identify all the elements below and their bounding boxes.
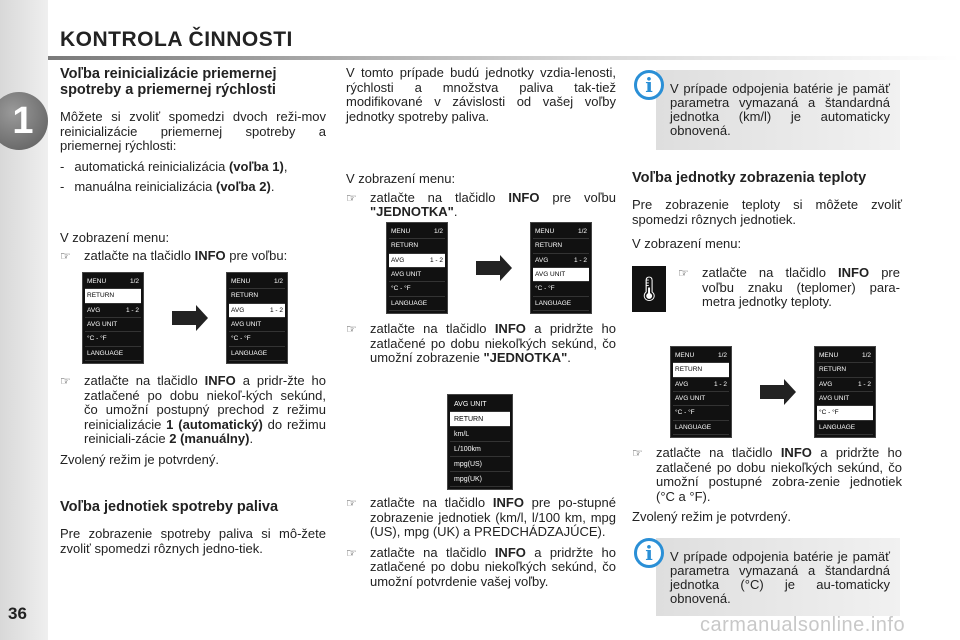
menu-label: V zobrazení menu: (632, 236, 742, 251)
hand-icon: ☞ (678, 266, 689, 280)
menu-screen-after: MENU 1/2 RETURN AVG 1 - 2 AVG UNIT °C - °F LANGUAGE (530, 222, 592, 314)
column-2-lower (346, 496, 616, 589)
bullet-select-unit: ☞ zatlačte na tlačidlo INFO pre voľbu "JEDNOTKA". (346, 189, 616, 219)
arrow-right-icon (172, 311, 198, 325)
bullet-hold-unit: ☞ zatlačte na tlačidlo INFO a pridržte ho zatlačené po dobu niekoľkých sekúnd, čo umožní zobrazenie "JEDNOTKA". (346, 321, 616, 365)
menu-screen-before: MENU 1/2 RETURN AVG 1 - 2 AVG UNIT °C - °F LANGUAGE (82, 272, 144, 364)
info-box-temp-unit: V prípade odpojenia batérie je pamäť parametra vymazaná a štandardná jednotka (°C) je au-tomaticky obnovená. (656, 538, 900, 616)
page-title: KONTROLA ČINNOSTI (60, 28, 293, 51)
arrow-right-icon (476, 261, 502, 275)
bullet-cycle-temp: ☞ zatlačte na tlačidlo INFO a pridržte ho zatlačené po dobu niekoľkých sekúnd, čo umožní postupné zobra-zenie jednotiek (°C a °F). (632, 445, 902, 504)
info-icon: i (634, 538, 664, 568)
sidebar-tab (0, 0, 48, 640)
info-icon: i (634, 70, 664, 100)
column-2 (346, 66, 616, 220)
bullet-confirm-unit: ☞ zatlačte na tlačidlo INFO a pridržte ho zatlačené po dobu niekoľkých sekúnd, čo umožní potvrdenie vašej voľby. (346, 544, 616, 589)
bullet-cycle-units: ☞ zatlačte na tlačidlo INFO pre po-stupné zobrazenie jednotiek (km/l, l/100 km, mpg (US), mpg (UK) a PREDCHÁDZAJÚCE). (346, 495, 616, 539)
menu-label: V zobrazení menu: (346, 171, 456, 186)
thermometer-icon: 🌡 (632, 266, 666, 312)
page-number: 36 (8, 604, 27, 623)
temp-unit-intro: Pre zobrazenie teploty si môžete zvoliť spomedzi rôznych jednotiek. (632, 197, 902, 227)
reinit-intro: Môžete si zvoliť spomedzi dvoch reži-mov reinicializácie priemernej spotreby a priemernej rýchlosti: (60, 109, 326, 153)
bullet-info-hold: ☞ zatlačte na tlačidlo INFO a pridr-žte ho zatlačené po dobu niekoľ-kých sekúnd, čo umožní postupný prechod z režimu reinicializácie 1 (automatický) do režimu reiniciali-zácie 2 (manuálny). (60, 373, 326, 446)
hand-icon: ☞ (632, 446, 643, 460)
menu-screen-before: MENU 1/2 RETURN AVG 1 - 2 AVG UNIT °C - °F LANGUAGE (386, 222, 448, 314)
heading-reinit: Voľba reinicializácie priemernej spotreby a priemernej rýchlosti (60, 66, 277, 98)
hand-icon: ☞ (346, 496, 357, 510)
hand-icon: ☞ (346, 322, 357, 336)
menu-screen-after: MENU 1/2 RETURN AVG 1 - 2 AVG UNIT °C - °F LANGUAGE (226, 272, 288, 364)
dash-item-1: - automatická reinicializácia (voľba 1), (60, 158, 288, 174)
column-1 (60, 66, 326, 264)
screen-pair-unit (386, 222, 592, 314)
hand-icon: ☞ (60, 374, 71, 388)
bullet-info-select: ☞ zatlačte na tlačidlo INFO pre voľbu: (60, 248, 288, 263)
title-rule (48, 56, 960, 60)
dash-symbol: - (60, 179, 65, 194)
chapter-badge: 1 (0, 92, 48, 150)
menu-screen-before: MENU 1/2 RETURN AVG 1 - 2 AVG UNIT °C - °F LANGUAGE (670, 346, 732, 438)
unit-list-screen: AVG UNIT RETURN km/L L/100km mpg(US) mpg(UK) (447, 394, 513, 490)
column-3-lower (632, 446, 902, 525)
heading-temp-unit: Voľba jednotky zobrazenia teploty (632, 170, 867, 186)
arrow-right-icon (760, 385, 786, 399)
column-3-select (678, 266, 900, 310)
heading-fuel-units: Voľba jednotiek spotreby paliva (60, 499, 279, 515)
info-box-fuel-unit: V prípade odpojenia batérie je pamäť parametra vymazaná a štandardná jednotka (km/l) je automaticky obnovená. (656, 70, 900, 150)
watermark: carmanualsonline.info (700, 614, 906, 636)
dash-item-2: - manuálna reinicializácia (voľba 2). (60, 179, 275, 194)
menu-screen-after: MENU 1/2 RETURN AVG 1 - 2 AVG UNIT °C - °F LANGUAGE (814, 346, 876, 438)
screen-pair-temp (670, 346, 876, 438)
hand-icon: ☞ (60, 249, 71, 263)
confirm-text: Zvolený režim je potvrdený. (632, 509, 791, 524)
fuel-units-intro: Pre zobrazenie spotreby paliva si mô-žete zvoliť spomedzi rôznych jedno-tiek. (60, 526, 326, 556)
screen-pair-avg (82, 272, 288, 364)
units-intro: V tomto prípade budú jednotky vzdia-lenosti, rýchlosti a množstva paliva tak-tiež modifikované v závislosti od vašej voľby jednotky spotreby paliva. (346, 65, 616, 124)
menu-label: V zobrazení menu: (60, 229, 170, 245)
column-2-mid (346, 322, 616, 366)
confirm-text: Zvolený režim je potvrdený. (60, 451, 219, 467)
bullet-select-temp: ☞ zatlačte na tlačidlo INFO pre voľbu znaku (teplomer) para-metra jednotky teploty. (678, 265, 900, 309)
hand-icon: ☞ (346, 545, 357, 560)
column-1-lower (60, 374, 326, 556)
column-3 (632, 170, 902, 252)
hand-icon: ☞ (346, 190, 357, 205)
dash-symbol: - (60, 158, 65, 174)
